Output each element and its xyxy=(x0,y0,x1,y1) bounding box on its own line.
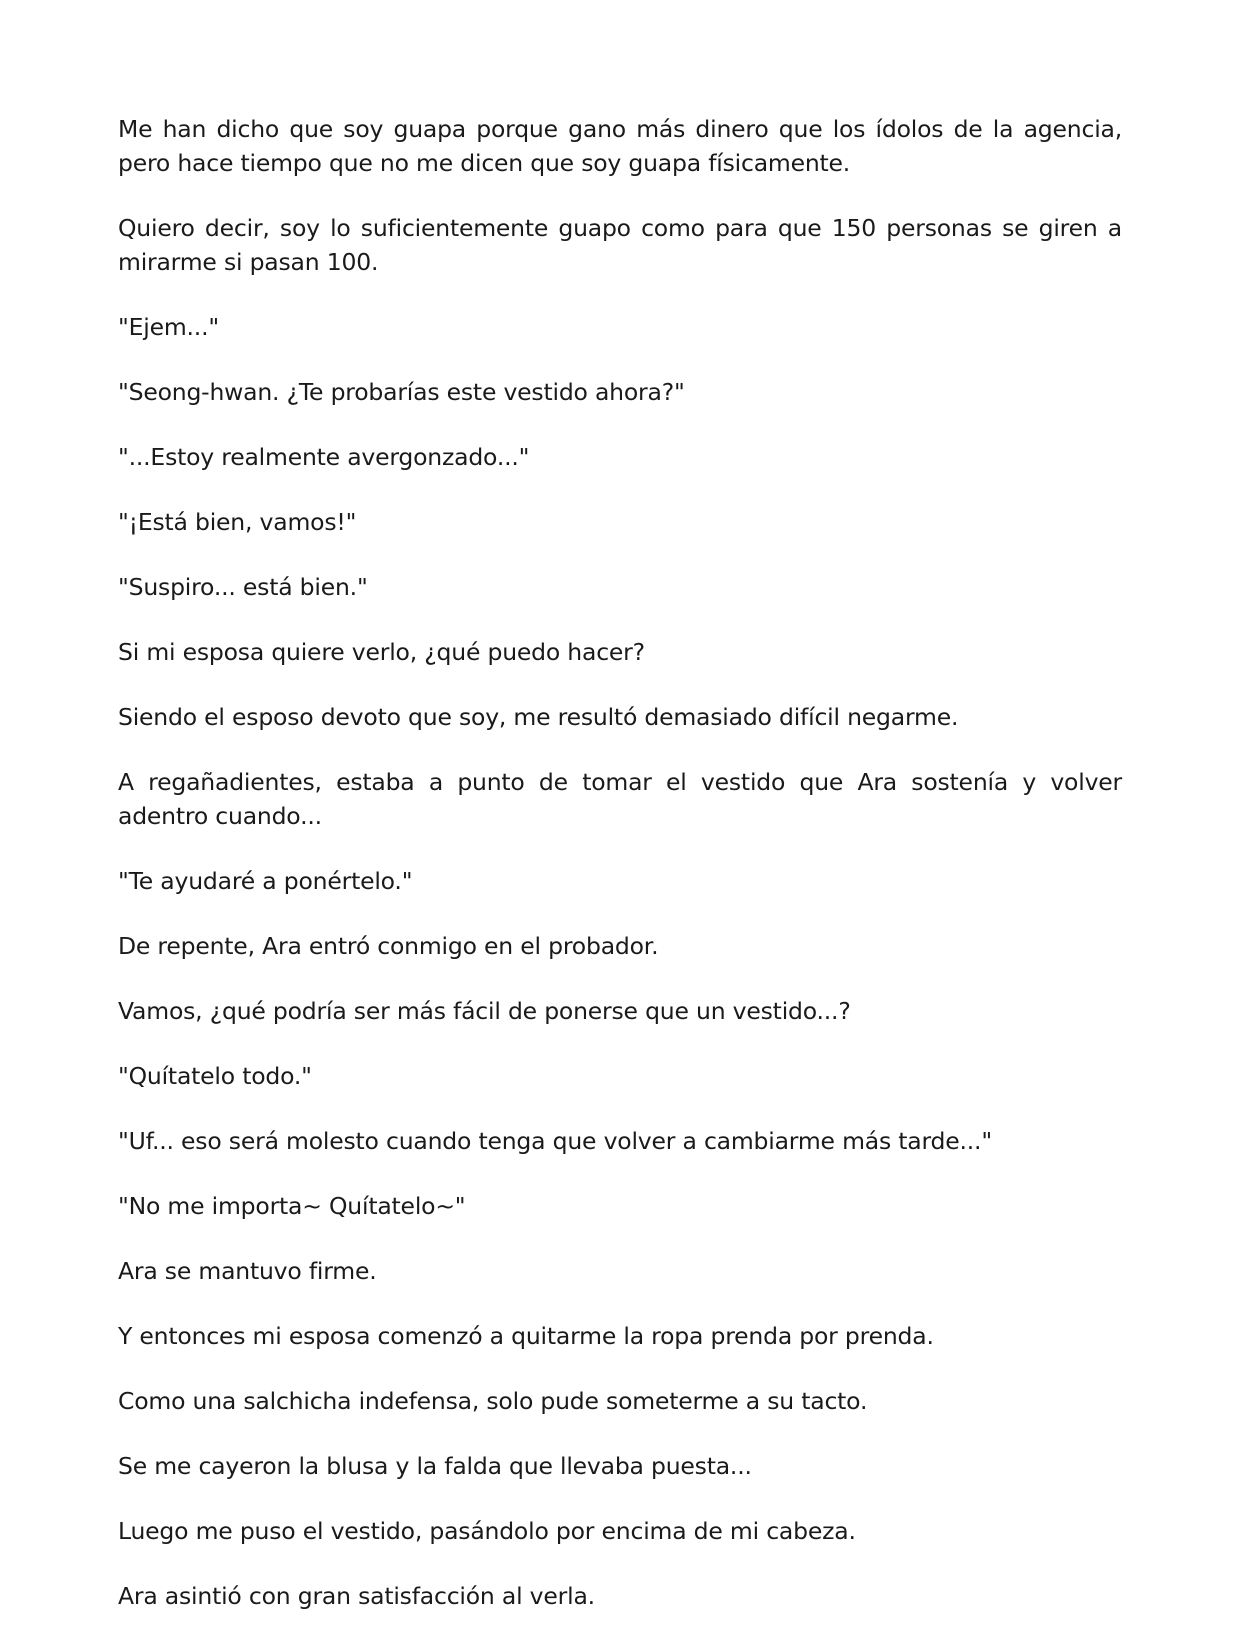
paragraph: Si mi esposa quiere verlo, ¿qué puedo hacer? xyxy=(118,638,645,666)
paragraph: "Uf... eso será molesto cuando tenga que volver a cambiarme más tarde..." xyxy=(118,1127,992,1155)
paragraph: Luego me puso el vestido, pasándolo por encima de mi cabeza. xyxy=(118,1517,856,1545)
paragraph: "¡Está bien, vamos!" xyxy=(118,508,357,536)
paragraph: Ara asintió con gran satisfacción al verla. xyxy=(118,1582,595,1610)
paragraph: A regañadientes, estaba a punto de tomar el vestido que Ara sostenía y volver adentro cuando... xyxy=(118,768,1122,830)
paragraph: Vamos, ¿qué podría ser más fácil de ponerse que un vestido...? xyxy=(118,997,851,1025)
paragraph: "Te ayudaré a ponértelo." xyxy=(118,867,413,895)
paragraph: "No me importa~ Quítatelo~" xyxy=(118,1192,466,1220)
document-body xyxy=(118,112,1122,1644)
paragraph: Como una salchicha indefensa, solo pude someterme a su tacto. xyxy=(118,1387,868,1415)
paragraph: "Quítatelo todo." xyxy=(118,1062,312,1090)
paragraph: Y entonces mi esposa comenzó a quitarme la ropa prenda por prenda. xyxy=(118,1322,934,1350)
paragraph: "...Estoy realmente avergonzado..." xyxy=(118,443,530,471)
paragraph: Me han dicho que soy guapa porque gano más dinero que los ídolos de la agencia, pero hace tiempo que no me dicen que soy guapa físicamente. xyxy=(118,115,1122,177)
paragraph: "Suspiro... está bien." xyxy=(118,573,368,601)
paragraph: "Ejem..." xyxy=(118,313,219,341)
paragraph: De repente, Ara entró conmigo en el probador. xyxy=(118,932,659,960)
paragraph: Se me cayeron la blusa y la falda que llevaba puesta... xyxy=(118,1452,752,1480)
paragraph: Quiero decir, soy lo suficientemente guapo como para que 150 personas se giren a mirarme si pasan 100. xyxy=(118,214,1122,276)
paragraph: Ara se mantuvo firme. xyxy=(118,1257,377,1285)
paragraph: "Seong-hwan. ¿Te probarías este vestido ahora?" xyxy=(118,378,685,406)
paragraph: Siendo el esposo devoto que soy, me resultó demasiado difícil negarme. xyxy=(118,703,959,731)
